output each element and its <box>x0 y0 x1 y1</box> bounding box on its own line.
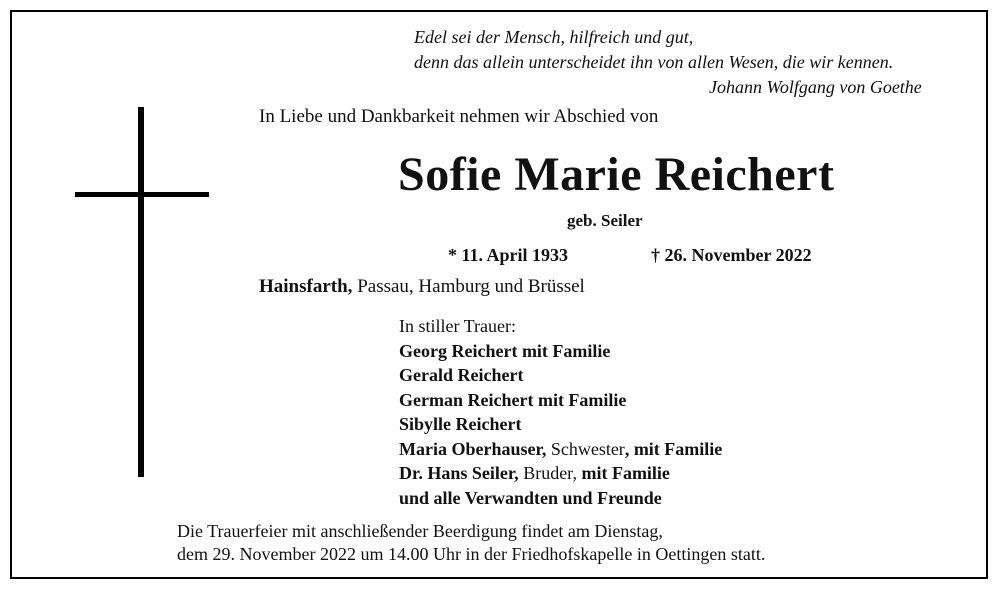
quote-block <box>414 25 974 97</box>
mourner-5 <box>399 437 722 462</box>
main-place: Hainsfarth, <box>259 276 353 297</box>
mourner-4: Sibylle Reichert <box>399 414 522 434</box>
birth-date: * 11. April 1933 <box>448 245 569 265</box>
mourner-5-relation: Schwester <box>546 438 625 459</box>
death-date: † 26. November 2022 <box>651 245 812 265</box>
mourner-3: German Reichert mit Familie <box>399 389 627 410</box>
mourners-heading: In stiller Trauer: <box>399 316 516 336</box>
mourner-5-suffix: , mit Familie <box>624 438 723 459</box>
funeral-line-1: Die Trauerfeier mit anschließender Beerdigung findet am Dienstag, <box>177 521 663 541</box>
other-places: Passau, Hamburg und Brüssel <box>352 276 585 297</box>
deceased-name: Sofie Marie Reichert <box>398 148 835 201</box>
intro-text: In Liebe und Dankbarkeit nehmen wir Abschied von <box>259 106 659 127</box>
mourner-1: Georg Reichert mit Familie <box>399 340 611 361</box>
cross-vertical-bar <box>138 107 144 477</box>
maiden-name: geb. Seiler <box>567 211 643 230</box>
quote-line-1: Edel sei der Mensch, hilfreich und gut, <box>414 27 694 47</box>
mourner-6 <box>399 461 722 486</box>
places-line <box>259 276 585 298</box>
quote-line-2: denn das allein unterscheidet ihn von allen Wesen, die wir kennen. <box>414 52 894 72</box>
quote-author: Johann Wolfgang von Goethe <box>709 77 922 97</box>
mourner-5-name: Maria Oberhauser, <box>399 438 547 459</box>
funeral-info <box>177 520 765 566</box>
cross-horizontal-bar <box>75 192 209 197</box>
mourner-7: und alle Verwandten und Freunde <box>399 487 662 508</box>
funeral-line-2: dem 29. November 2022 um 14.00 Uhr in der Friedhofskapelle in Oettingen statt. <box>177 544 766 564</box>
mourner-2: Gerald Reichert <box>399 365 524 385</box>
mourner-6-suffix: mit Familie <box>576 463 670 483</box>
mourner-6-name: Dr. Hans Seiler, <box>399 463 519 483</box>
mourner-6-relation: Bruder, <box>518 463 577 483</box>
mourners-list <box>399 314 722 510</box>
